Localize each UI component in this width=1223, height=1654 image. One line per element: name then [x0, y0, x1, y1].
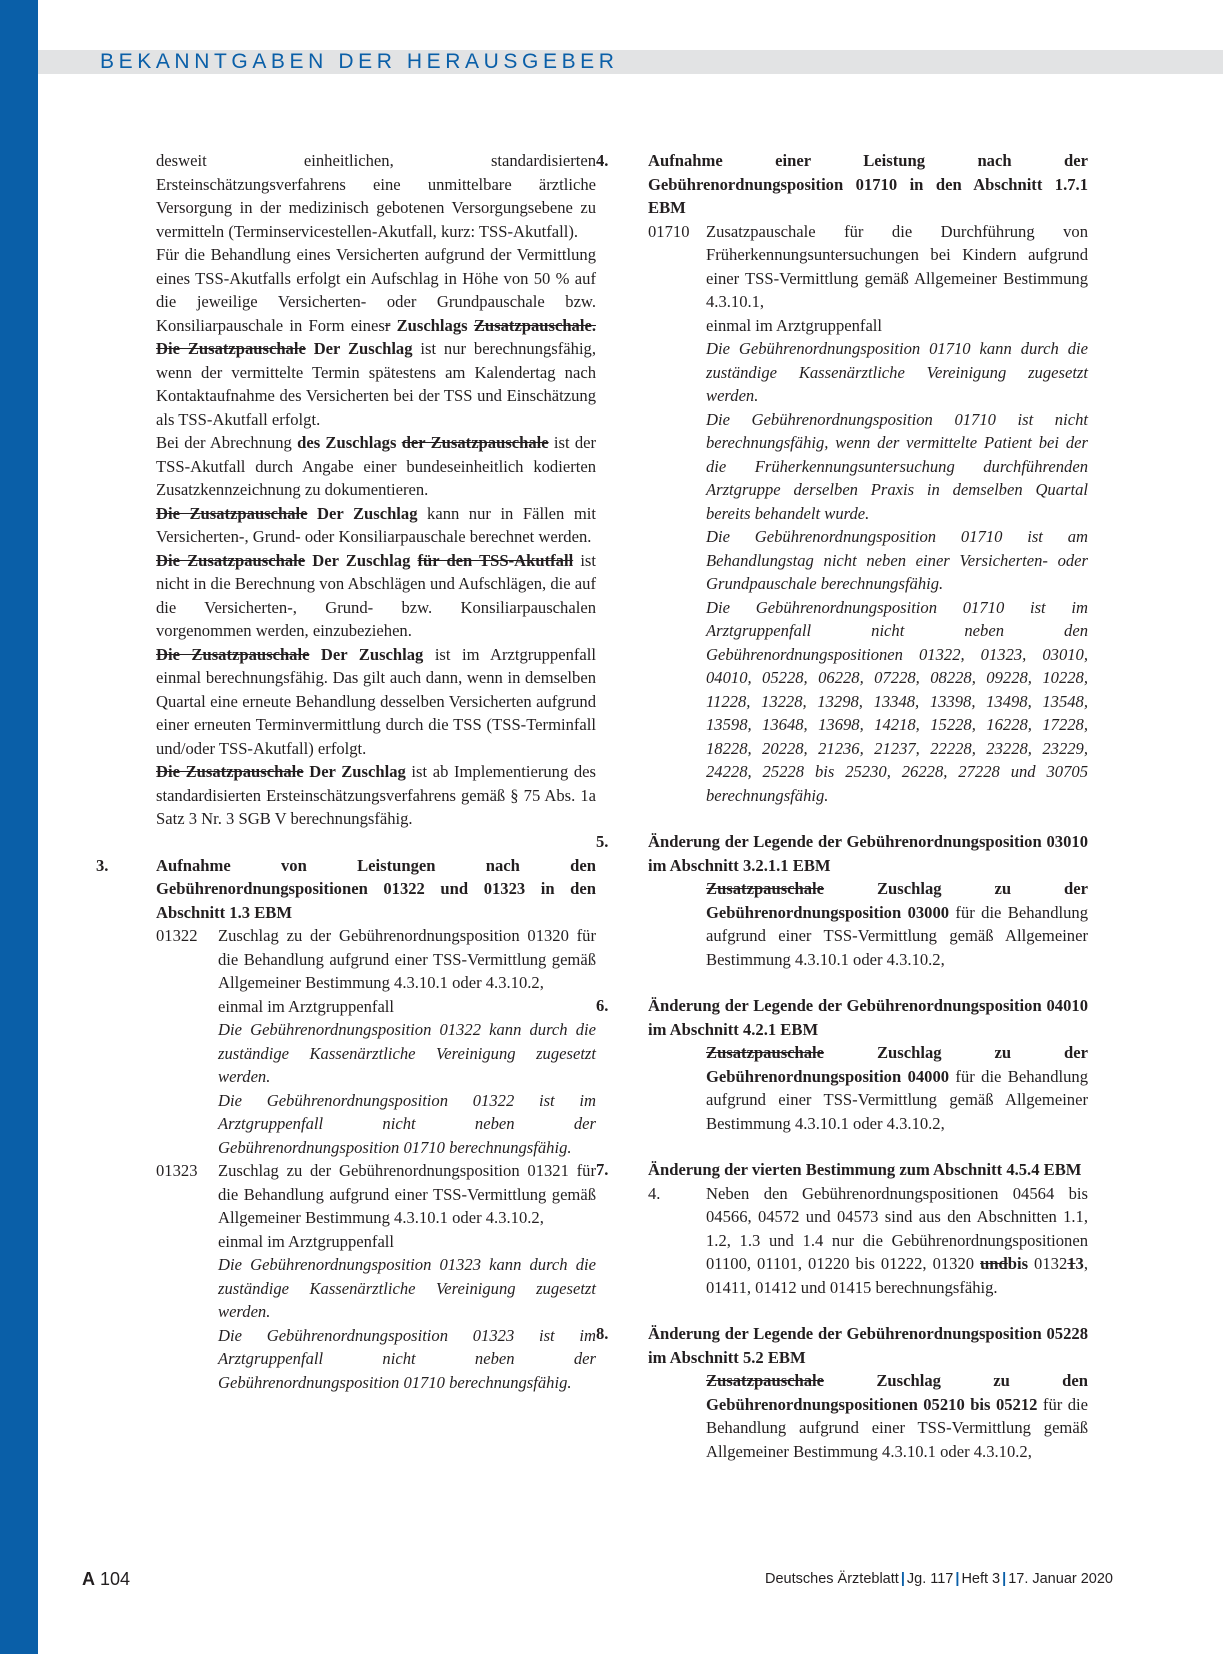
paragraph-aufschlag: Für die Behandlung eines Versicherten aufgrund der Vermittlung eines TSS-Akutfalls erfolgt ein Aufschlag in Höhe von 50 % auf die jeweilige Versicherten- oder Grundpauschale bzw. Konsiliarpauschale in Form einesr Zuschlags Zusatzpauschale. Die Zusatzpauschale Der Zuschlag ist nur berechnungsfähig, wenn der vermittelte Termin spätestens am Kalendertag nach Kontaktaufnahme des Versicherten bei der TSS und Einschätzung als TSS-Akutfall erfolgt. — [156, 245, 596, 429]
page-number: A 104 — [82, 1569, 131, 1589]
section-number: 5. — [596, 832, 609, 851]
sidebar-accent-bar — [0, 0, 38, 1654]
item-01323: 01323 Zuschlag zu der Gebührenordnungsposition 01321 für die Behandlung aufgrund einer TSS-Vermittlung gemäß Allgemeiner Bestimmung 4.3.10.1 oder 4.3.10.2, einmal im Arztgruppenfall Die Gebührenordnungsposition 01323 kann durch die zuständige Kassenärztliche Vereinigung zugesetzt werden. Die Gebührenordnungsposition 01323 ist im Arztgruppenfall nicht neben der Gebührenordnungsposition 01710 berechnungsfähig. — [156, 1161, 596, 1392]
section-8-body: Zusatzpauschale Zuschlag zu den Gebührenordnungspositionen 05210 bis 05212 für die Behandlung aufgrund einer TSS-Vermittlung gemäß Allgemeiner Bestimmung 4.3.10.1 oder 4.3.10.2, — [706, 1371, 1088, 1461]
section-title: Änderung der vierten Bestimmung zum Abschnitt 4.5.4 EBM — [648, 1160, 1082, 1179]
section-6 — [596, 994, 1088, 1041]
section-5 — [596, 830, 1088, 877]
section-number: 7. — [596, 1160, 609, 1179]
section-6-body: Zusatzpauschale Zuschlag zu der Gebührenordnungsposition 04000 für die Behandlung aufgrund einer TSS-Vermittlung gemäß Allgemeiner Bestimmung 4.3.10.1 oder 4.3.10.2, — [706, 1043, 1088, 1133]
section-title: Änderung der Legende der Gebührenordnungsposition 03010 im Abschnitt 3.2.1.1 EBM — [648, 832, 1088, 875]
item-number: 4. — [648, 1183, 661, 1203]
section-number: 6. — [596, 996, 609, 1015]
left-column — [96, 149, 597, 1394]
section-4 — [596, 149, 1088, 220]
section-header: BEKANNTGABEN DER HERAUSGEBER — [100, 50, 619, 73]
item-bestimmung-4: 4. Neben den Gebührenordnungspositionen 04564 bis 04566, 04572 und 04573 sind aus den Abschnitten 1.1, 1.2, 1.3 und 1.4 nur die Gebührenordnungspositionen 01100, 01101, 01220 bis 01222, 01320 undbis 013213, 01411, 01412 und 01415 berechnungsfähig. — [648, 1183, 1088, 1297]
intro-paragraph: desweit einheitlichen, standardisierten Ersteinschätzungsverfahrens eine unmittelbare ärztliche Versorgung in der medizinisch gebotenen Versorgungsebene zu vermitteln (Terminservicestellen-Akutfall, kurz: TSS-Akutfall). — [156, 151, 596, 241]
section-3 — [96, 854, 596, 925]
item-code: 01322 — [156, 926, 198, 945]
paragraph-abrechnung: Bei der Abrechnung des Zuschlags der Zusatzpauschale ist der TSS-Akutfall durch Angabe einer bundeseinheitlich kodierten Zusatzkennzeichnung zu dokumentieren. — [156, 433, 597, 499]
section-number: 8. — [596, 1324, 609, 1343]
section-7 — [596, 1158, 1088, 1182]
section-number: 3. — [96, 855, 109, 875]
item-code: 01710 — [648, 221, 690, 241]
item-01322: 01322 Zuschlag zu der Gebührenordnungsposition 01320 für die Behandlung aufgrund einer TSS-Vermittlung gemäß Allgemeiner Bestimmung 4.3.10.1 oder 4.3.10.2, einmal im Arztgruppenfall Die Gebührenordnungsposition 01322 kann durch die zuständige Kassenärztliche Vereinigung zugesetzt werden. Die Gebührenordnungsposition 01322 ist im Arztgruppenfall nicht neben der Gebührenordnungsposition 01710 berechnungsfähig. — [156, 926, 596, 1157]
paragraph-implementierung: Die Zusatzpauschale Der Zuschlag ist ab Implementierung des standardisierten Ersteinschätzungsverfahrens gemäß § 75 Abs. 1a Satz 3 Nr. 3 SGB V berechnungsfähig. — [156, 762, 596, 828]
paragraph-faelle: Die Zusatzpauschale Der Zuschlag kann nur in Fällen mit Versicherten-, Grund- oder Konsiliarpauschale berechnet werden. — [156, 503, 596, 546]
section-title: Änderung der Legende der Gebührenordnungsposition 05228 im Abschnitt 5.2 EBM — [648, 1324, 1088, 1367]
right-column — [596, 149, 1088, 1463]
paragraph-arztgruppenfall: Die Zusatzpauschale Der Zuschlag ist im Arztgruppenfall einmal berechnungsfähig. Das gilt auch dann, wenn in demselben Quartal eine erneute Behandlung desselben Versicherten aufgrund einer erneuten Terminvermittlung durch die TSS (TSS-Terminfall und/oder TSS-Akutfall) erfolgt. — [156, 644, 597, 758]
section-8 — [596, 1322, 1088, 1369]
section-title: Aufnahme einer Leistung nach der Gebührenordnungsposition 01710 in den Abschnitt 1.7.1 EBM — [648, 151, 1088, 217]
section-number: 4. — [596, 151, 609, 170]
item-01710: 01710 Zusatzpauschale für die Durchführung von Früherkennungsuntersuchungen bei Kindern aufgrund einer TSS-Vermittlung gemäß Allgemeiner Bestimmung 4.3.10.1, einmal im Arztgruppenfall Die Gebührenordnungsposition 01710 kann durch die zuständige Kassenärztliche Vereinigung zugesetzt werden. Die Gebührenordnungsposition 01710 ist nicht berechnungsfähig, wenn der vermittelte Patient bei der die Früherkennungsuntersuchung durchführenden Arztgruppe derselben Praxis in demselben Quartal bereits behandelt wurde. Die Gebührenordnungsposition 01710 ist am Behandlungstag nicht neben einer Versicherten- oder Grundpauschale berechnungsfähig. Die Gebührenordnungsposition 01710 ist im Arztgruppenfall nicht neben den Gebührenordnungspositionen 01322, 01323, 03010, 04010, 05228, 06228, 07228, 08228, 09228, 10228, 11228, 13228, 13298, 13348, 13398, 13498, 13548, 13598, 13648, 13698, 14218, 15228, 16228, 17228, 18228, 20228, 21236, 21237, 22228, 23228, 23229, 24228, 25228 bis 25230, 26228, 27228 und 30705 berechnungsfähig. — [648, 221, 1088, 805]
section-5-body: Zusatzpauschale Zuschlag zu der Gebührenordnungsposition 03000 für die Behandlung aufgrund einer TSS-Vermittlung gemäß Allgemeiner Bestimmung 4.3.10.1 oder 4.3.10.2, — [706, 879, 1088, 969]
section-title: Aufnahme von Leistungen nach den Gebührenordnungspositionen 01322 und 01323 in den Abschnitt 1.3 EBM — [156, 855, 596, 922]
journal-citation: Deutsches Ärzteblatt | Jg. 117 | Heft 3 | 17. Januar 2020 — [765, 1571, 1113, 1587]
section-title: Änderung der Legende der Gebührenordnungsposition 04010 im Abschnitt 4.2.1 EBM — [648, 996, 1088, 1039]
item-code: 01323 — [156, 1161, 198, 1180]
paragraph-berechnung: Die Zusatzpauschale Der Zuschlag für den TSS-Akutfall ist nicht in die Berechnung von Abschlägen und Aufschlägen, die auf die Versicherten-, Grund- bzw. Konsiliarpauschalen vorgenommen werden, einzubeziehen. — [156, 550, 597, 640]
